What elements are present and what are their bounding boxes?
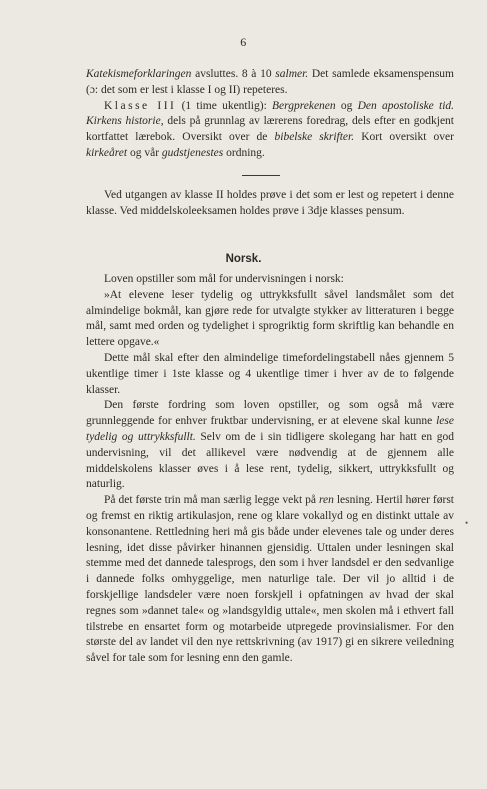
text-run: Selv om de i sin tidligere skolegang har hatt en god undervisning, vil det allikevel være nødvendig at de gjennem alle middelskolens klasser øves i å lese rent, tydelig, sikkert, uttrykksfullt og naturlig. <box>86 430 454 491</box>
text-run: over de <box>229 131 275 144</box>
emphasis: Den <box>357 99 377 112</box>
emphasis: Katekismeforklaringen <box>86 68 192 80</box>
emphasis: ren <box>318 494 334 507</box>
text-run: og <box>335 99 358 112</box>
paragraph: Ved utgangen av klasse II holdes prøve i det som er lest og repetert i denne klasse. Ved middelskoleeksamen holdes prøve i 3dje klasses pensum. <box>86 189 454 217</box>
emphasis: bibelske skrifter. <box>274 131 355 144</box>
text-run: avsluttes. 8 à 10 <box>191 68 276 80</box>
text-run: På det første trin må man særlig legge vekt på <box>104 494 319 507</box>
paragraph: Dette mål skal efter den almindelige timefordelingstabell nåes gjennem 5 ukentlige timer i 1ste klasse og 4 ukentlige timer i hver av de to følgende klasser. <box>86 351 454 396</box>
emphasis: lese tydelig og uttrykksfullt. <box>86 415 454 443</box>
exam-paragraph <box>86 188 454 220</box>
emphasis: salmer. <box>275 68 309 80</box>
text-run: Det samlede <box>308 68 370 80</box>
text-run: Den første fordring som loven opstiller, og som også må være grunnleggende for enhver fruktbar undervisning, er at elevene skal kunne <box>86 399 454 428</box>
emphasis: gudstjenestes <box>161 146 224 159</box>
class-label: Klasse III <box>104 99 177 112</box>
text-run: lesning. Hertil hører først og fremst en riktig artikulasjon, rene og klare vokallyd og en distinkt uttale av konsonantene. Rettledning heri må gis både under elevenes tale og under deres lesning, idet disse påvirker hinannen gjensidig. Uttalen under lesningen skal stemme med det dannede talesprogs, den som i hver landsdel er den sedvanlige i dannede folks omhyggelige, men naturlige tale. Der vil jo alltid i de forskjellige landsdeler være noen forskjell i opfatningen av hvad der skal regnes som »dannet tale« og »landsgyldig uttale«, men skolen må i ethvert fall tilstrebe en ensartet form og motarbeide utpregede provinsialismer. For den største del av landet vil den nye rettskrivning (av 1917) gi en sikrere veiledning såvel for tale som for lesning enn den gamle. <box>86 494 454 665</box>
text-run: foredrag, dels efter en godkjent kortfattet lærebok. Oversikt <box>86 115 454 144</box>
text-run: (1 time ukentlig): <box>176 99 273 112</box>
emphasis: kirkeåret <box>86 146 128 159</box>
text-run: dels på grunnlag av lærerens <box>163 115 303 128</box>
emphasis: apostoliske tid. <box>382 99 455 112</box>
paragraph <box>86 493 454 667</box>
text-run: Kort oversikt over <box>354 131 454 144</box>
text-run: ordning. <box>223 146 265 159</box>
paragraph <box>86 398 454 493</box>
text-run: og vår <box>127 146 160 159</box>
paragraph: Loven opstiller som mål for undervisningen i norsk: <box>104 273 344 285</box>
margin-mark: • <box>465 518 469 528</box>
emphasis: Bergprekenen <box>272 99 336 112</box>
text-run: eksamenspensum (ɔ: det som er lest i klasse I og II) repeteres. <box>86 68 454 96</box>
norsk-section-body <box>86 272 454 667</box>
emphasis: Kirkens historie, <box>86 115 164 128</box>
page-number: 6 <box>240 35 247 49</box>
section-divider <box>242 175 280 176</box>
religion-curriculum-block <box>86 67 454 162</box>
section-heading: Norsk. <box>225 253 262 265</box>
quote-paragraph: »At elevene leser tydelig og uttrykksfullt såvel landsmålet som det almindelige bokmål, kan gjøre rede for utvalgte stykker av litteraturen i begge mål, samt med orden og tydelighet i sprogriktig form skriftlig kan behandle en lettere opgave.« <box>86 288 454 349</box>
